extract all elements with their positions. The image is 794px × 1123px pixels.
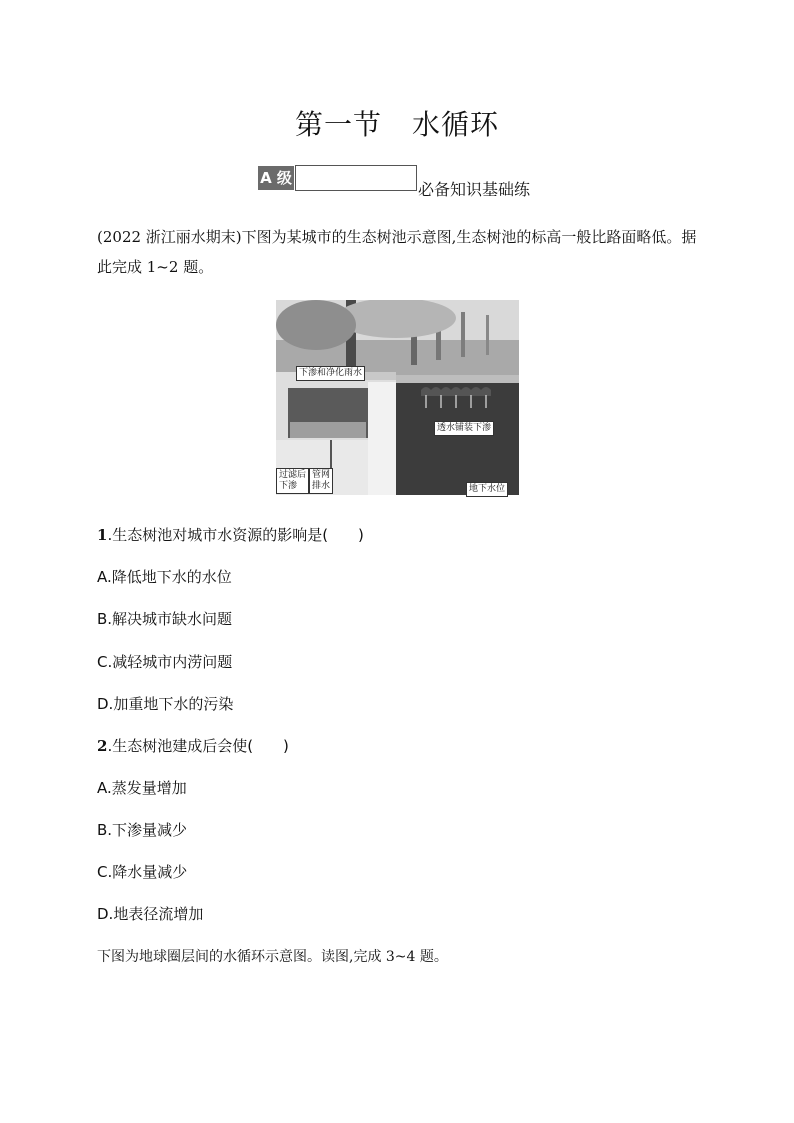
- level-text: 必备知识基础练: [418, 180, 531, 199]
- level-box: [295, 165, 417, 191]
- question-2-option-b[interactable]: B.下渗量减少: [97, 821, 188, 839]
- level-badge: A 级: [258, 166, 294, 190]
- question-2-option-a[interactable]: A.蒸发量增加: [97, 779, 187, 797]
- eco-tree-pit-figure: [276, 300, 519, 495]
- question-1: [97, 524, 364, 545]
- intro-paragraph: (2022 浙江丽水期末)下图为某城市的生态树池示意图,生态树池的标高一般比路面略低。据此完成 1~2 题。: [97, 228, 697, 276]
- label-pipe: 管网 排水: [309, 468, 333, 494]
- question-2: [97, 735, 289, 756]
- title-section: 第一节: [294, 108, 382, 141]
- question-number: 1: [97, 526, 108, 544]
- label-filtered: 过滤后 下渗: [276, 468, 309, 494]
- label-permeable-pavement: 透水铺装下渗: [434, 421, 494, 436]
- question-2-option-d[interactable]: D.地表径流增加: [97, 905, 204, 923]
- question-stem: .生态树池建成后会使( ): [107, 737, 289, 755]
- page-title: [0, 103, 794, 143]
- question-2-option-c[interactable]: C.降水量减少: [97, 863, 188, 881]
- title-topic: 水循环: [412, 108, 500, 141]
- question-1-option-a[interactable]: A.降低地下水的水位: [97, 568, 232, 586]
- figure-illustration: [276, 300, 519, 495]
- label-infiltrate-purify: 下渗和净化雨水: [296, 366, 365, 381]
- question-number: 2: [97, 737, 108, 755]
- question-1-option-b[interactable]: B.解决城市缺水问题: [97, 610, 233, 628]
- question-1-option-d[interactable]: D.加重地下水的污染: [97, 695, 234, 713]
- next-section-intro: 下图为地球圈层间的水循环示意图。读图,完成 3~4 题。: [97, 949, 448, 965]
- question-1-option-c[interactable]: C.减轻城市内涝问题: [97, 653, 233, 671]
- question-stem: .生态树池对城市水资源的影响是( ): [107, 526, 364, 544]
- label-groundwater: 地下水位: [466, 482, 508, 497]
